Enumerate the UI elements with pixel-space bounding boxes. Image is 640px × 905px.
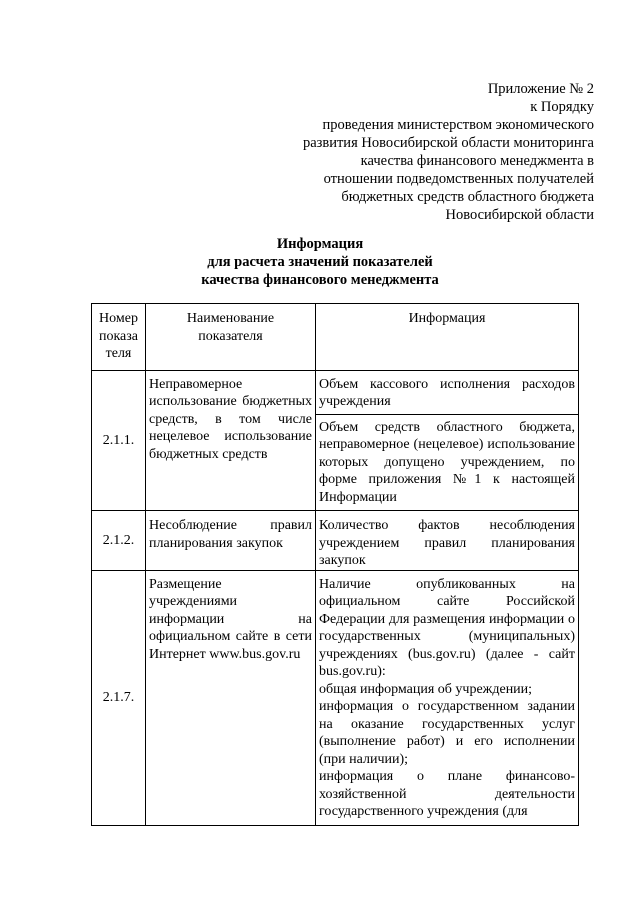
title-line: для расчета значений показателей [207, 254, 433, 270]
appendix-line: развития Новосибирской области мониторинга [302, 135, 594, 151]
row-info: Объем средств областного бюджета, неправомерное (нецелевое) использование которых допущено учреждением, по форме приложения №1 к настоящей Информации [316, 414, 579, 511]
appendix-line: бюджетных средств областного бюджета [341, 189, 594, 205]
table-row [92, 511, 579, 571]
row-name: Несоблюдение правил планирования закупок [146, 511, 316, 571]
header-name: Наименование показателя [146, 304, 316, 371]
table-row [92, 570, 579, 825]
document-title [0, 235, 640, 289]
row-number: 2.1.7. [92, 570, 146, 825]
appendix-line: качества финансового менеджмента в [360, 153, 594, 169]
appendix-line: Новосибирской области [445, 207, 594, 223]
info-paragraph: информация о государственном задании на оказание государственных услуг (выполнение работ) и его исполнении (при наличии); [319, 699, 575, 767]
info-paragraph: Наличие опубликованных на официальном сайте Российской Федерации для размещения информации о государственных (муниципальных) учреждениях (bus.gov.ru) (далее - сайт bus.gov.ru): [319, 576, 575, 679]
table-header-row [92, 304, 579, 371]
info-paragraph: общая информация об учреждении; [319, 681, 533, 697]
row-number: 2.1.2. [92, 511, 146, 571]
indicators-table [91, 303, 579, 826]
header-info: Информация [316, 304, 579, 371]
appendix-line: отношении подведомственных получателей [323, 171, 594, 187]
appendix-line: к Порядку [530, 99, 594, 115]
appendix-line: Приложение № 2 [487, 81, 594, 97]
table-row [92, 370, 579, 414]
row-info: Объем кассового исполнения расходов учреждения [316, 370, 579, 414]
info-paragraph: информация о плане финансово-хозяйственной деятельности государственного учреждения (для [319, 769, 575, 819]
row-name: Неправомерное использование бюджетных средств, в том числе нецелевое использование бюджетных средств [146, 370, 316, 511]
title-line: Информация [276, 236, 364, 252]
title-line: качества финансового менеджмента [201, 272, 439, 288]
header-number: Номер показа теля [92, 304, 146, 371]
appendix-header [303, 80, 594, 224]
row-name: Размещение учреждениями информации на официальном сайте в сети Интернет www.bus.gov.ru [146, 570, 316, 825]
row-info: Количество фактов несоблюдения учреждением правил планирования закупок [316, 511, 579, 571]
row-info [316, 570, 579, 825]
row-number: 2.1.1. [92, 370, 146, 511]
appendix-line: проведения министерством экономического [322, 117, 594, 133]
